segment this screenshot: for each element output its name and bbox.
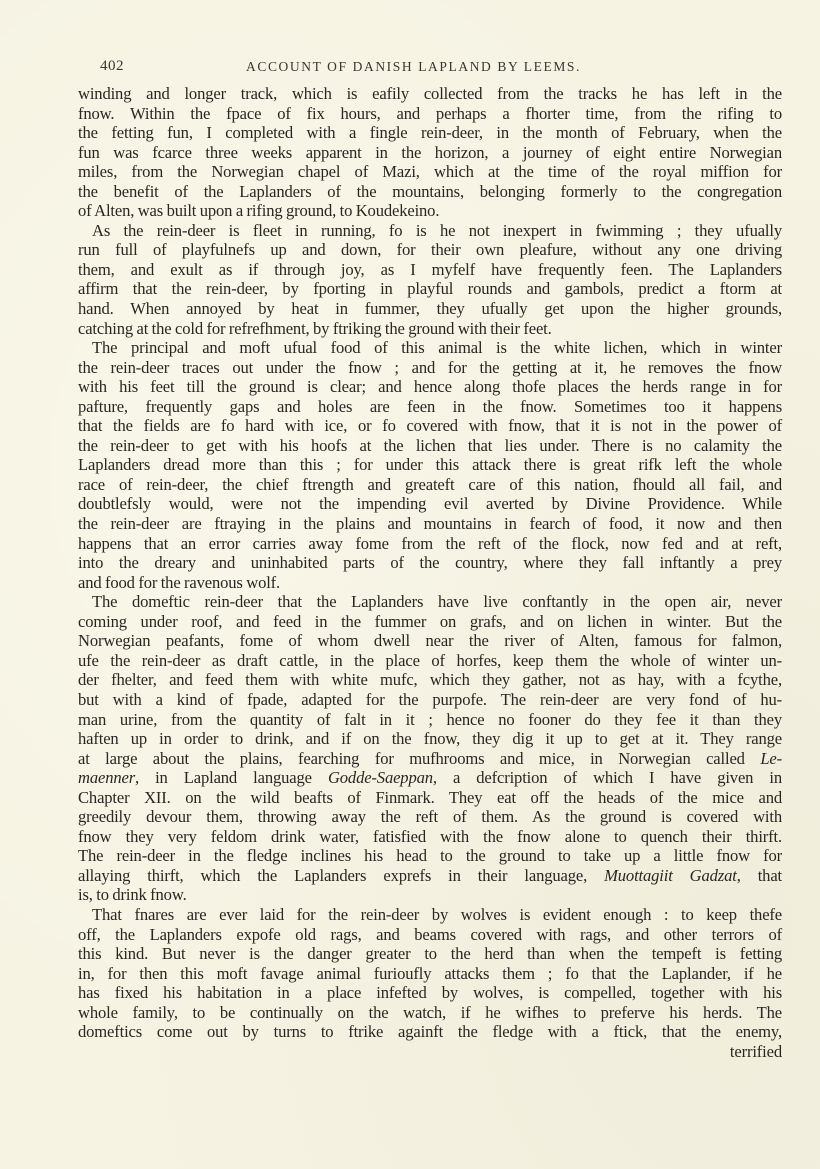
text-line: in, for then this moft favage animal furioufly attacks them ; fo that the Laplander, if he	[78, 963, 782, 983]
page-number: 402	[100, 58, 124, 74]
text-line: greedily devour them, throwing away the reft of them. As the ground is covered with	[78, 807, 782, 827]
text-line: the benefit of the Laplanders of the mountains, belonging formerly to the congregation	[78, 181, 782, 201]
text-line: the rein-deer to get with his hoofs at the lichen that lies under. There is no calamity the	[78, 435, 782, 455]
text-line: The principal and moft ufual food of this animal is the white lichen, which in winter	[92, 338, 782, 358]
text-line: That fnares are ever laid for the rein-deer by wolves is evident enough : to keep thefe	[92, 904, 782, 924]
italic-term: Godde-Saeppan	[327, 768, 433, 788]
text-line: pafture, frequently gaps and holes are feen in the fnow. Sometimes too it happens	[78, 396, 782, 416]
italic-term: Le-	[760, 748, 782, 768]
text-line: fun was fcarce three weeks apparent in the horizon, a journey of eight entire Norwegian	[78, 142, 782, 162]
text-line: domeftics come out by turns to ftrike againft the fledge with a ftick, that the enemy,	[78, 1022, 782, 1042]
text-line: and food for the ravenous wolf.	[78, 572, 281, 592]
text-line: maenner, in Lapland language Godde-Saeppan, a defcription of which I have given in	[78, 768, 782, 788]
text-line: der fhelter, and feed them with white mufc, which they gather, not as hay, with a fcythe,	[78, 670, 782, 690]
text-line: of Alten, was built upon a rifing ground, to Koudekeino.	[78, 201, 440, 221]
text-line: The rein-deer in the fledge inclines his head to the ground to take up a little fnow for	[78, 846, 782, 866]
text-line: miles, from the Norwegian chapel of Mazi, which at the time of the royal miffion for	[78, 162, 782, 182]
text-line: fnow they very feldom drink water, fatisfied with the fnow alone to quench their thirft.	[78, 826, 782, 846]
text-line: coming under roof, and feed in the fummer on grafs, and on lichen in winter. But the	[78, 611, 782, 631]
text-line: Laplanders dread more than this ; for under this attack there is great rifk left the whole	[78, 455, 782, 475]
text-line: hand. When annoyed by heat in fummer, they ufually get upon the higher grounds,	[78, 299, 782, 319]
text-line: winding and longer track, which is eafily collected from the tracks he has left in the	[78, 84, 782, 103]
text-line: fnow. Within the fpace of fix hours, and perhaps a fhorter time, from the rifing to	[78, 103, 782, 123]
text-line: ufe the rein-deer as draft cattle, in the place of horfes, keep them the whole of winter un-	[78, 650, 782, 670]
paragraph	[78, 84, 782, 221]
text-line: into the dreary and uninhabited parts of the country, where they fall inftantly a prey	[78, 553, 782, 573]
italic-term: maenner	[78, 768, 136, 788]
italic-term: Muottagiit Gadzat	[604, 865, 737, 885]
page-header	[100, 58, 820, 80]
text-line: off, the Laplanders expofe old rags, and beams covered with rags, and other terrors of	[78, 924, 782, 944]
text-line: race of rein-deer, the chief ftrength and greateft care of this nation, fhould all fail, and	[78, 474, 782, 494]
text-line: the fetting fun, I completed with a fingle rein-deer, in the month of February, when the	[78, 123, 782, 143]
paragraph	[78, 221, 782, 338]
paragraph	[78, 338, 782, 592]
text-line: affirm that the rein-deer, by fporting in playful rounds and gambols, predict a ftorm at	[78, 279, 782, 299]
paragraph	[78, 905, 782, 1042]
text-line: allaying thirft, which the Laplanders exprefs in their language, Muottagiit Gadzat, that	[78, 865, 782, 885]
running-head: ACCOUNT OF DANISH LAPLAND BY LEEMS.	[246, 59, 582, 74]
text-line: that the fields are fo hard with ice, or fo covered with fnow, that it is not in the power of	[78, 416, 782, 436]
text-line: whole family, to be continually on the watch, if he wifhes to preferve his herds. The	[78, 1002, 782, 1022]
text-line: doubtlefsly would, were not the impending evil averted by Divine Providence. While	[78, 494, 782, 514]
text-line: haften up in order to drink, and if on the fnow, they dig it up to get at it. They range	[78, 729, 782, 749]
paragraph	[78, 592, 782, 905]
text-line: at large about the plains, fearching for mufhrooms and mice, in Norwegian called Le-	[78, 748, 782, 768]
text-line: run full of playfulnefs up and down, for their own pleafure, without any one driving	[78, 240, 782, 260]
catchword: terrified	[729, 1041, 782, 1061]
text-line: this kind. But never is the danger greater to the herd than when the tempeft is fetting	[78, 944, 782, 964]
text-line: happens that an error carries away fome from the reft of the flock, now fed and at reft,	[78, 533, 782, 553]
text-line: Chapter XII. on the wild beafts of Finmark. They eat off the heads of the mice and	[78, 787, 782, 807]
text-line: As the rein-deer is fleet in running, fo is he not inexpert in fwimming ; they ufually	[92, 220, 782, 240]
body-text	[78, 84, 782, 1061]
text-line: catching at the cold for refrefhment, by ftriking the ground with their feet.	[78, 318, 552, 338]
text-line: Norwegian peafants, fome of whom dwell near the river of Alten, famous for falmon,	[78, 631, 782, 651]
text-line: the rein-deer are ftraying in the plains and mountains in fearch of food, it now and then	[78, 514, 782, 534]
text-line: is, to drink fnow.	[78, 885, 187, 905]
text-line: them, and exult as if through joy, as I myfelf have frequently feen. The Laplanders	[78, 259, 782, 279]
text-line: The domeftic rein-deer that the Laplanders have live conftantly in the open air, never	[92, 592, 782, 612]
text-line: but with a kind of fpade, adapted for the purpofe. The rein-deer are very fond of hu-	[78, 689, 782, 709]
text-line: with his feet till the ground is clear; and hence along thofe places the herds range in for	[78, 377, 782, 397]
text-line: man urine, from the quantity of falt in it ; hence no fooner do they fee it than they	[78, 709, 782, 729]
text-line: has fixed his habitation in a place infefted by wolves, is compelled, together with his	[78, 983, 782, 1003]
text-line: the rein-deer traces out under the fnow ; and for the getting at it, he removes the fnow	[78, 357, 782, 377]
